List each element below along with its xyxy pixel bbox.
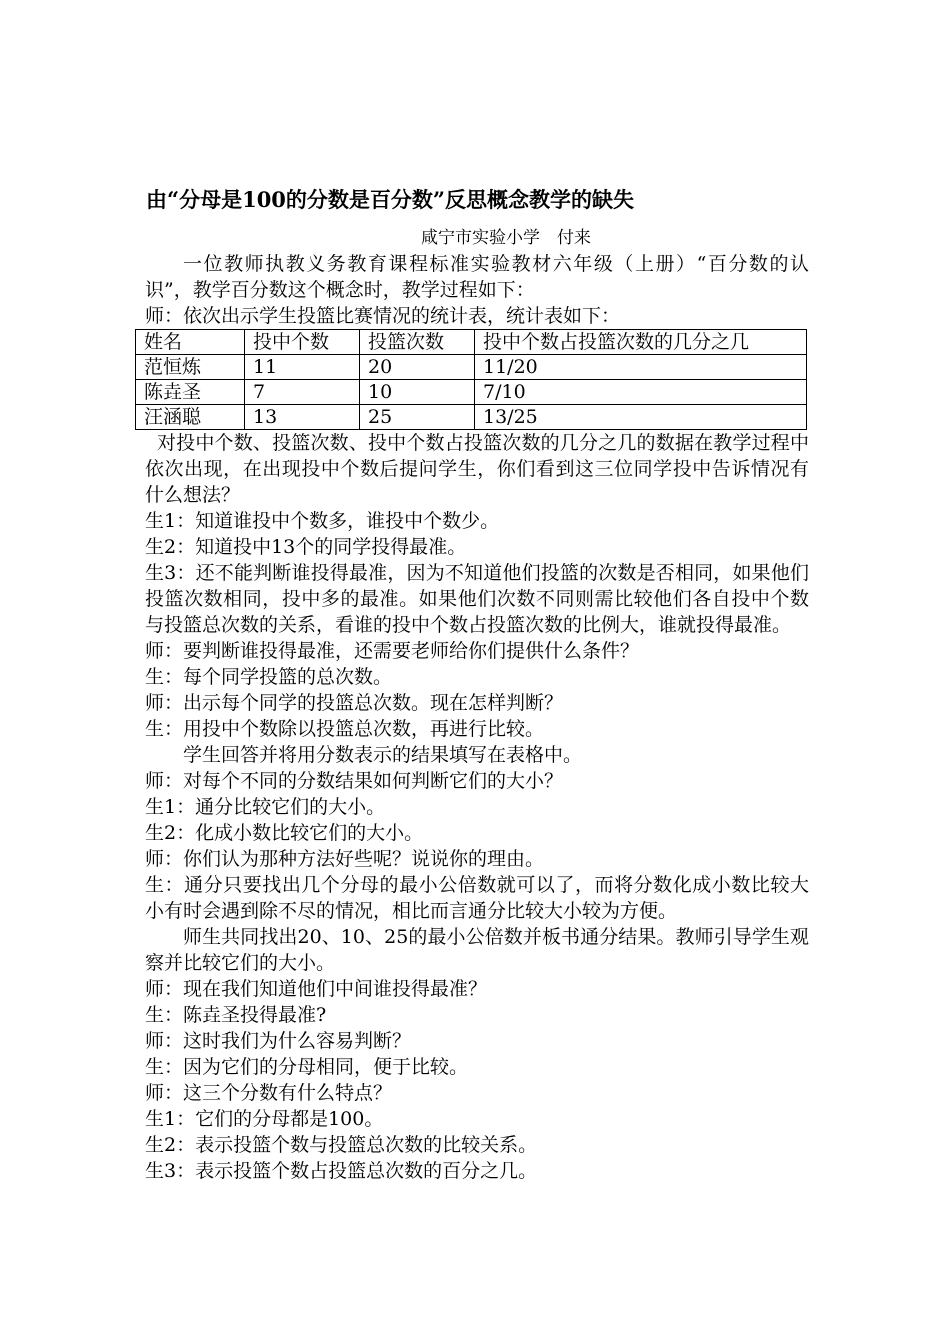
- body-paragraph: 师生共同找出20、10、25的最小公倍数并板书通分结果。教师引导学生观察并比较它们的大小。: [145, 926, 809, 974]
- table-cell: 汪涵聪: [136, 405, 245, 430]
- table-cell: 7/10: [475, 380, 807, 405]
- table-cell: 13: [245, 405, 360, 430]
- dialogue-line: 生3：还不能判断谁投得最准，因为不知道他们投篮的次数是否相同，如果他们投篮次数相同，投中多的最准。如果他们次数不同则需比较他们各自投中个数与投篮总次数的关系，看谁的投中个数占投篮次数的比例大，谁就投得最准。: [145, 562, 809, 636]
- shooting-stats-table: [135, 329, 807, 430]
- table-header-cell: 投篮次数: [360, 330, 475, 355]
- dialogue-line: 生2：化成小数比较它们的大小。: [145, 822, 424, 844]
- table-cell: 25: [360, 405, 475, 430]
- table-row: [136, 355, 807, 380]
- dialogue-line: 师：对每个不同的分数结果如何判断它们的大小？: [145, 770, 564, 792]
- table-cell: 10: [360, 380, 475, 405]
- article-title: 由“分母是100的分数是百分数”反思概念教学的缺失: [146, 187, 634, 212]
- table-header-cell: 投中个数: [245, 330, 360, 355]
- dialogue-line: 生1：它们的分母都是100。: [145, 1108, 384, 1130]
- table-header-cell: 姓名: [136, 330, 245, 355]
- dialogue-line: 生：用投中个数除以投篮总次数，再进行比较。: [145, 718, 545, 740]
- dialogue-line: 生2：表示投篮个数与投篮总次数的比较关系。: [145, 1134, 538, 1156]
- dialogue-line: 师：这时我们为什么容易判断？: [145, 1030, 412, 1052]
- table-header-cell: 投中个数占投篮次数的几分之几: [475, 330, 807, 355]
- intro-paragraph: 一位教师执教义务教育课程标准实验教材六年级（上册）“百分数的认识”，教学百分数这个概念时，教学过程如下：: [145, 253, 809, 301]
- dialogue-line: 生：每个同学投篮的总次数。: [145, 666, 393, 688]
- dialogue-line: 生：因为它们的分母相同，便于比较。: [145, 1056, 469, 1078]
- dialogue-line: 生：通分只要找出几个分母的最小公倍数就可以了，而将分数化成小数比较大小有时会遇到除不尽的情况，相比而言通分比较大小较为方便。: [145, 874, 809, 922]
- table-cell: 20: [360, 355, 475, 380]
- body-paragraph: 对投中个数、投篮次数、投中个数占投篮次数的几分之几的数据在教学过程中依次出现，在出现投中个数后提问学生，你们看到这三位同学投中告诉情况有什么想法？: [145, 432, 809, 506]
- table-cell: 13/25: [475, 405, 807, 430]
- article-body: [145, 251, 809, 1184]
- table-cell: 陈垚圣: [136, 380, 245, 405]
- dialogue-line: 师：出示每个同学的投篮总次数。现在怎样判断？: [145, 692, 564, 714]
- dialogue-line: 师：现在我们知道他们中间谁投得最准？: [145, 978, 488, 1000]
- table-cell: 11: [245, 355, 360, 380]
- table-cell: 范恒炼: [136, 355, 245, 380]
- table-cell: 7: [245, 380, 360, 405]
- table-cell: 11/20: [475, 355, 807, 380]
- dialogue-line: 生1：通分比较它们的大小。: [145, 796, 386, 818]
- dialogue-line: 生2：知道投中13个的同学投得最准。: [145, 536, 467, 558]
- dialogue-line: 生1：知道谁投中个数多，谁投中个数少。: [145, 510, 500, 532]
- table-row: [136, 405, 807, 430]
- body-paragraph: 学生回答并将用分数表示的结果填写在表格中。: [183, 744, 583, 766]
- dialogue-line: 生：陈垚圣投得最准?: [145, 1004, 327, 1026]
- intro-paragraph: 师：依次出示学生投篮比赛情况的统计表，统计表如下：: [145, 305, 621, 327]
- table-row: [136, 380, 807, 405]
- dialogue-line: 师：你们认为那种方法好些呢？说说你的理由。: [145, 848, 545, 870]
- table-header-row: [136, 330, 807, 355]
- dialogue-line: 师：要判断谁投得最准，还需要老师给你们提供什么条件？: [145, 640, 640, 662]
- author-line: 咸宁市实验小学 付来: [421, 228, 591, 248]
- dialogue-line: 生3：表示投篮个数占投篮总次数的百分之几。: [145, 1160, 538, 1182]
- dialogue-line: 师：这三个分数有什么特点？: [145, 1082, 393, 1104]
